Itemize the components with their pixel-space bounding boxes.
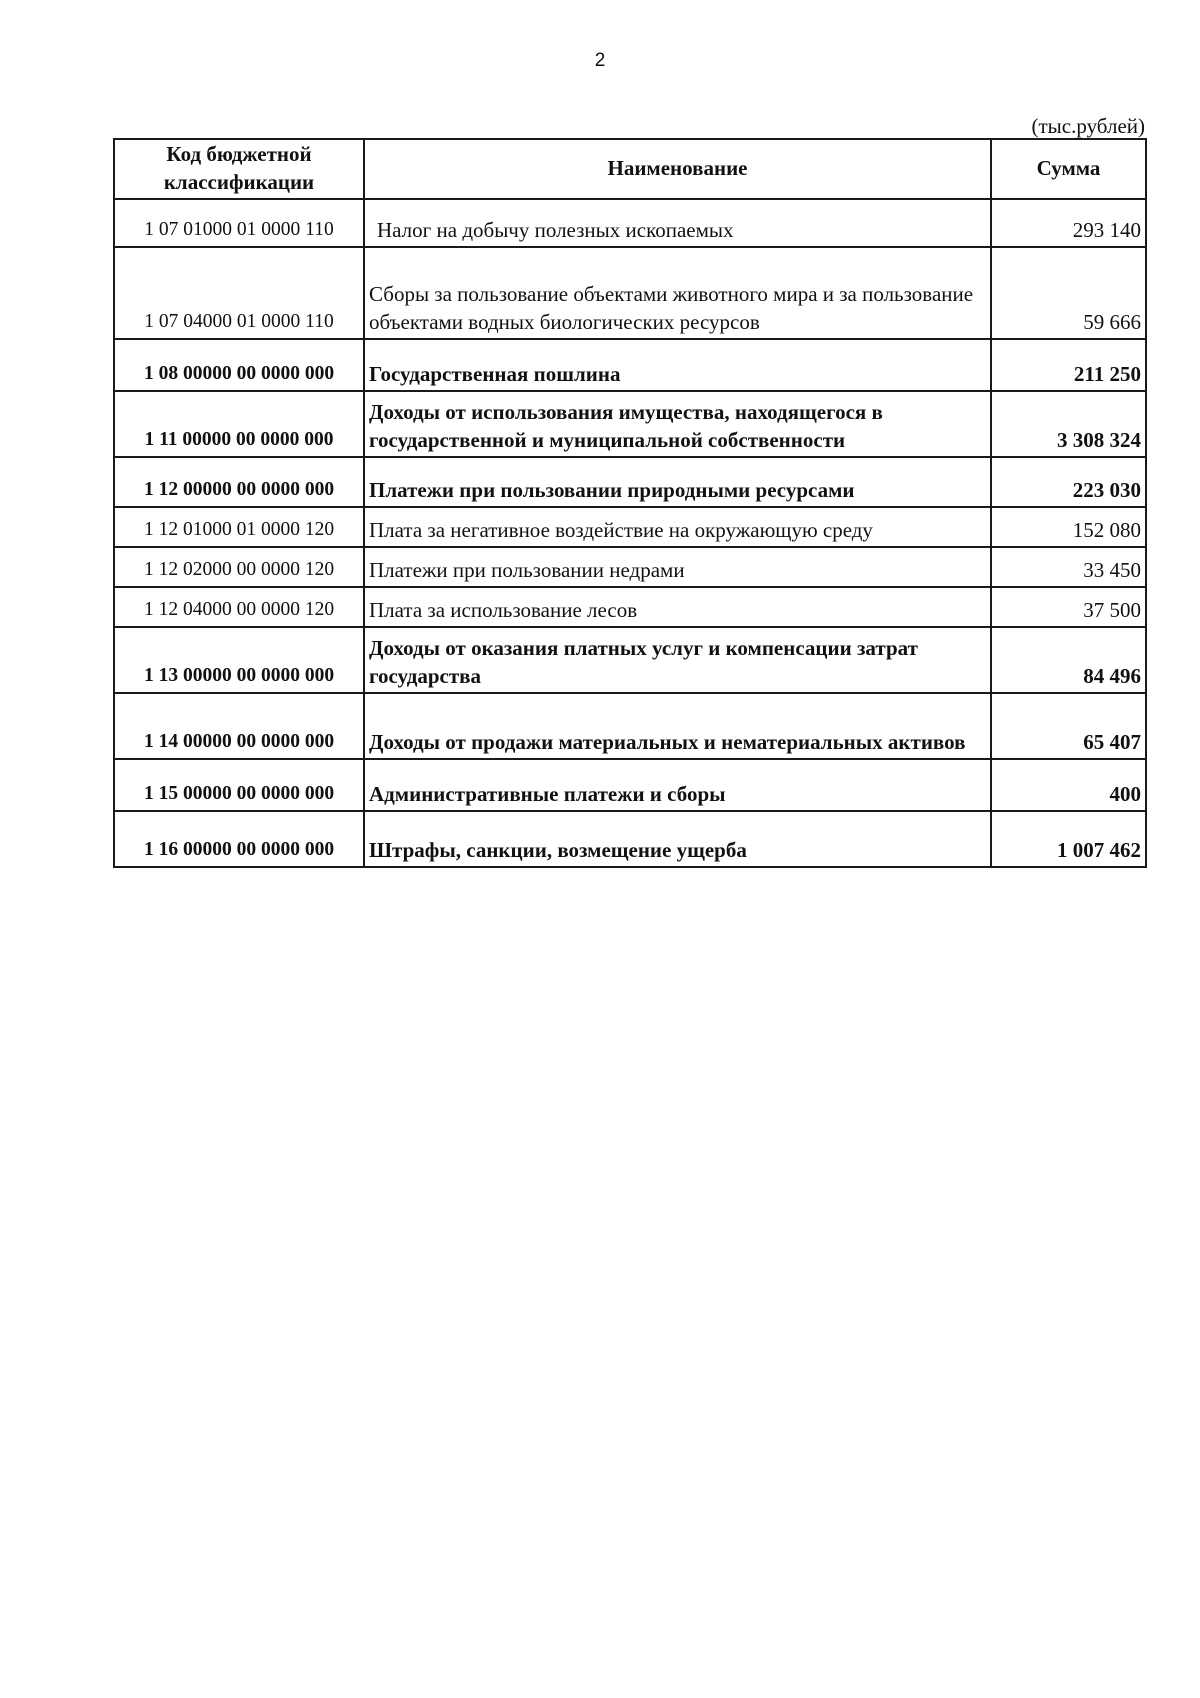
row-sum: 211 250 (991, 339, 1146, 391)
table-row (114, 457, 1146, 507)
row-sum: 33 450 (991, 547, 1146, 587)
table-row (114, 587, 1146, 627)
row-sum: 65 407 (991, 693, 1146, 759)
table-header-row (114, 139, 1146, 199)
row-sum: 152 080 (991, 507, 1146, 547)
budget-table (113, 138, 1147, 868)
row-name: Плата за негативное воздействие на окружающую среду (364, 507, 991, 547)
row-name: Платежи при пользовании недрами (364, 547, 991, 587)
row-name: Государственная пошлина (364, 339, 991, 391)
header-name: Наименование (364, 139, 991, 199)
row-code: 1 15 00000 00 0000 000 (114, 759, 364, 811)
row-name: Платежи при пользовании природными ресурсами (364, 457, 991, 507)
row-name: Штрафы, санкции, возмещение ущерба (364, 811, 991, 867)
row-sum: 293 140 (991, 199, 1146, 247)
row-sum: 3 308 324 (991, 391, 1146, 457)
row-name: Доходы от продажи материальных и нематериальных активов (364, 693, 991, 759)
units-label: (тыс.рублей) (1031, 114, 1145, 138)
row-code: 1 12 01000 01 0000 120 (114, 507, 364, 547)
table-row (114, 391, 1146, 457)
row-code: 1 11 00000 00 0000 000 (114, 391, 364, 457)
table-row (114, 693, 1146, 759)
row-code: 1 12 02000 00 0000 120 (114, 547, 364, 587)
row-code: 1 08 00000 00 0000 000 (114, 339, 364, 391)
row-name: Административные платежи и сборы (364, 759, 991, 811)
row-sum: 84 496 (991, 627, 1146, 693)
table-row (114, 199, 1146, 247)
row-code: 1 13 00000 00 0000 000 (114, 627, 364, 693)
table-row (114, 507, 1146, 547)
row-name: Доходы от использования имущества, находящегося в государственной и муниципальной собственности (364, 391, 991, 457)
table-row (114, 811, 1146, 867)
header-code: Код бюджетной классификации (114, 139, 364, 199)
row-code: 1 07 01000 01 0000 110 (114, 199, 364, 247)
row-sum: 223 030 (991, 457, 1146, 507)
row-name: Доходы от оказания платных услуг и компенсации затрат государства (364, 627, 991, 693)
table-row (114, 627, 1146, 693)
table-row (114, 547, 1146, 587)
row-sum: 400 (991, 759, 1146, 811)
row-code: 1 14 00000 00 0000 000 (114, 693, 364, 759)
row-name: Сборы за пользование объектами животного мира и за пользование объектами водных биологических ресурсов (364, 247, 991, 339)
table-row (114, 247, 1146, 339)
table-row (114, 759, 1146, 811)
row-code: 1 12 00000 00 0000 000 (114, 457, 364, 507)
row-name: Налог на добычу полезных ископаемых (364, 199, 991, 247)
row-sum: 37 500 (991, 587, 1146, 627)
page-number: 2 (594, 50, 606, 71)
row-code: 1 12 04000 00 0000 120 (114, 587, 364, 627)
row-sum: 59 666 (991, 247, 1146, 339)
row-sum: 1 007 462 (991, 811, 1146, 867)
row-name: Плата за использование лесов (364, 587, 991, 627)
row-code: 1 16 00000 00 0000 000 (114, 811, 364, 867)
row-code: 1 07 04000 01 0000 110 (114, 247, 364, 339)
table-row (114, 339, 1146, 391)
header-sum: Сумма (991, 139, 1146, 199)
